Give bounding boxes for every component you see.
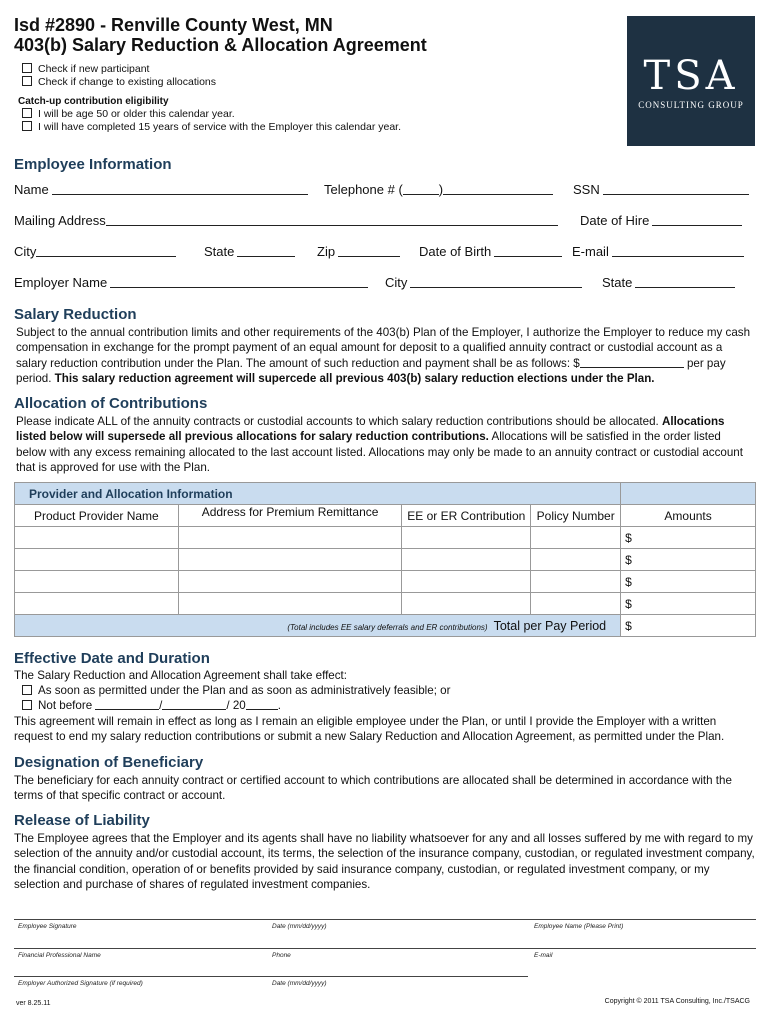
allocation-heading: Allocation of Contributions — [14, 395, 208, 412]
reduction-amount-field[interactable] — [580, 357, 684, 368]
date-label-2: Date (mm/dd/yyyy) — [272, 980, 327, 987]
table-row[interactable]: $ — [15, 549, 756, 571]
col-contribution: EE or ER Contribution — [402, 505, 531, 527]
form-title-line1: Isd #2890 - Renville County West, MN — [14, 15, 333, 35]
col-provider: Product Provider Name — [15, 505, 179, 527]
date-of-birth-field[interactable]: Date of Birth — [419, 244, 562, 259]
telephone-field[interactable]: Telephone # ( ) — [324, 182, 553, 197]
employee-signature-label: Employee Signature — [18, 923, 77, 930]
employer-name-field[interactable]: Employer Name — [14, 275, 368, 290]
employee-name-label: Employee Name (Please Print) — [534, 923, 624, 930]
age-50-checkbox[interactable] — [22, 108, 32, 118]
col-policy: Policy Number — [531, 505, 621, 527]
fp-name-label: Financial Professional Name — [18, 952, 101, 959]
liability-text: The Employee agrees that the Employer and its agents shall have no liability whatsoever for any and all losses suffered by me with regard to my selection of the annuity and/or custodial account, its terms, the selection of the insurance company, custodian, or regulated investment company, the financial condition, operation of or benefits provided by said insurance company, custodian, or regulated investment company, or my selection and purchase of shares of regulated investment companies. — [14, 832, 755, 891]
phone-label: Phone — [272, 952, 291, 959]
employer-city-field[interactable]: City — [385, 275, 582, 290]
not-before-option[interactable]: Not before / / 20 . — [22, 698, 281, 713]
email-field[interactable]: E-mail — [572, 244, 744, 259]
employer-state-field[interactable]: State — [602, 275, 735, 290]
signature-line-2[interactable] — [14, 948, 756, 949]
city-field[interactable]: City — [14, 244, 176, 259]
asap-checkbox[interactable] — [22, 685, 32, 695]
signature-line-1[interactable] — [14, 919, 756, 920]
table-title-row — [15, 483, 756, 505]
beneficiary-heading: Designation of Beneficiary — [14, 754, 204, 771]
total-amount[interactable]: $ — [621, 615, 756, 637]
copyright-label: Copyright © 2011 TSA Consulting, Inc./TSACG — [604, 998, 750, 1005]
signature-line-3[interactable] — [14, 976, 528, 977]
col-address: Address for Premium Remittance — [178, 505, 402, 527]
change-allocations-option[interactable]: Check if change to existing allocations — [22, 76, 216, 89]
state-field[interactable]: State — [204, 244, 295, 259]
table-row[interactable]: $ — [15, 571, 756, 593]
new-participant-checkbox[interactable] — [22, 63, 32, 73]
table-row[interactable]: $ — [15, 593, 756, 615]
date-label-1: Date (mm/dd/yyyy) — [272, 923, 327, 930]
table-title: Provider and Allocation Information — [15, 483, 621, 505]
salary-reduction-text: Subject to the annual contribution limits and other requirements of the 403(b) Plan of the Employer, I authorize the Employer to reduce my cash compensation in exchange for the prompt payment of an equal amount for deposit to a qualified annuity contract or custodial account as a salary reduction contribution under the Plan. The amount of such reduction and payment shall be as follows: $ per pay period. This salary reduction agreement will supercede all previous 403(b) salary reduction elections under the Plan. — [16, 326, 751, 385]
table-header-row — [15, 505, 756, 527]
service-15-checkbox[interactable] — [22, 121, 32, 131]
tsa-logo: TSA CONSULTING GROUP — [627, 16, 755, 146]
name-field[interactable]: Name — [14, 182, 308, 197]
employer-signature-label: Employer Authorized Signature (if required) — [18, 980, 143, 987]
fp-email-label: E-mail — [534, 952, 553, 959]
effective-date-heading: Effective Date and Duration — [14, 650, 210, 667]
form-title-line2: 403(b) Salary Reduction & Allocation Agreement — [14, 35, 427, 55]
provider-allocation-table — [14, 482, 756, 637]
version-label: ver 8.25.11 — [16, 1000, 51, 1007]
asap-option[interactable]: As soon as permitted under the Plan and as soon as administratively feasible; or — [22, 683, 450, 698]
catchup-heading: Catch-up contribution eligibility — [18, 96, 169, 107]
col-amounts: Amounts — [621, 505, 756, 527]
new-participant-option[interactable]: Check if new participant — [22, 63, 149, 76]
not-before-checkbox[interactable] — [22, 700, 32, 710]
beneficiary-text: The beneficiary for each annuity contract or certified account to which contributions are allocated shall be determined in accordance with the terms of that specific contract or account. — [14, 774, 732, 803]
total-row — [15, 615, 756, 637]
ssn-field[interactable]: SSN — [573, 182, 749, 197]
service-15-option[interactable]: I will have completed 15 years of service with the Employer this calendar year. — [22, 121, 401, 134]
table-row[interactable]: $ — [15, 527, 756, 549]
date-of-hire-field[interactable]: Date of Hire — [580, 213, 742, 228]
age-50-option[interactable]: I will be age 50 or older this calendar year. — [22, 108, 235, 121]
mailing-address-field[interactable]: Mailing Address — [14, 213, 558, 228]
total-note: (Total includes EE salary deferrals and ER contributions) — [287, 622, 488, 632]
allocation-text: Please indicate ALL of the annuity contracts or custodial accounts to which salary reduction contributions should be allocated. Allocations listed below will supersede all previous allocations for salary reduction contributions. Allocations will be satisfied in the order listed below with any excess remaining allocated to the last account listed. Allocations may only be made to an annuity contract or custodial account that is approved for use with the Plan. — [16, 415, 743, 474]
salary-reduction-heading: Salary Reduction — [14, 306, 137, 323]
change-allocations-checkbox[interactable] — [22, 76, 32, 86]
effective-text: This agreement will remain in effect as long as I remain an eligible employee under the Plan, or until I provide the Employer with a written request to end my salary reduction contributions or submit a new Salary Reduction and Allocation Agreement, as permitted under the Plan. — [14, 715, 725, 744]
zip-field[interactable]: Zip — [317, 244, 400, 259]
liability-heading: Release of Liability — [14, 812, 150, 829]
total-label: Total per Pay Period — [493, 618, 607, 633]
employee-info-heading: Employee Information — [14, 156, 172, 173]
effective-intro: The Salary Reduction and Allocation Agreement shall take effect: — [14, 669, 347, 682]
